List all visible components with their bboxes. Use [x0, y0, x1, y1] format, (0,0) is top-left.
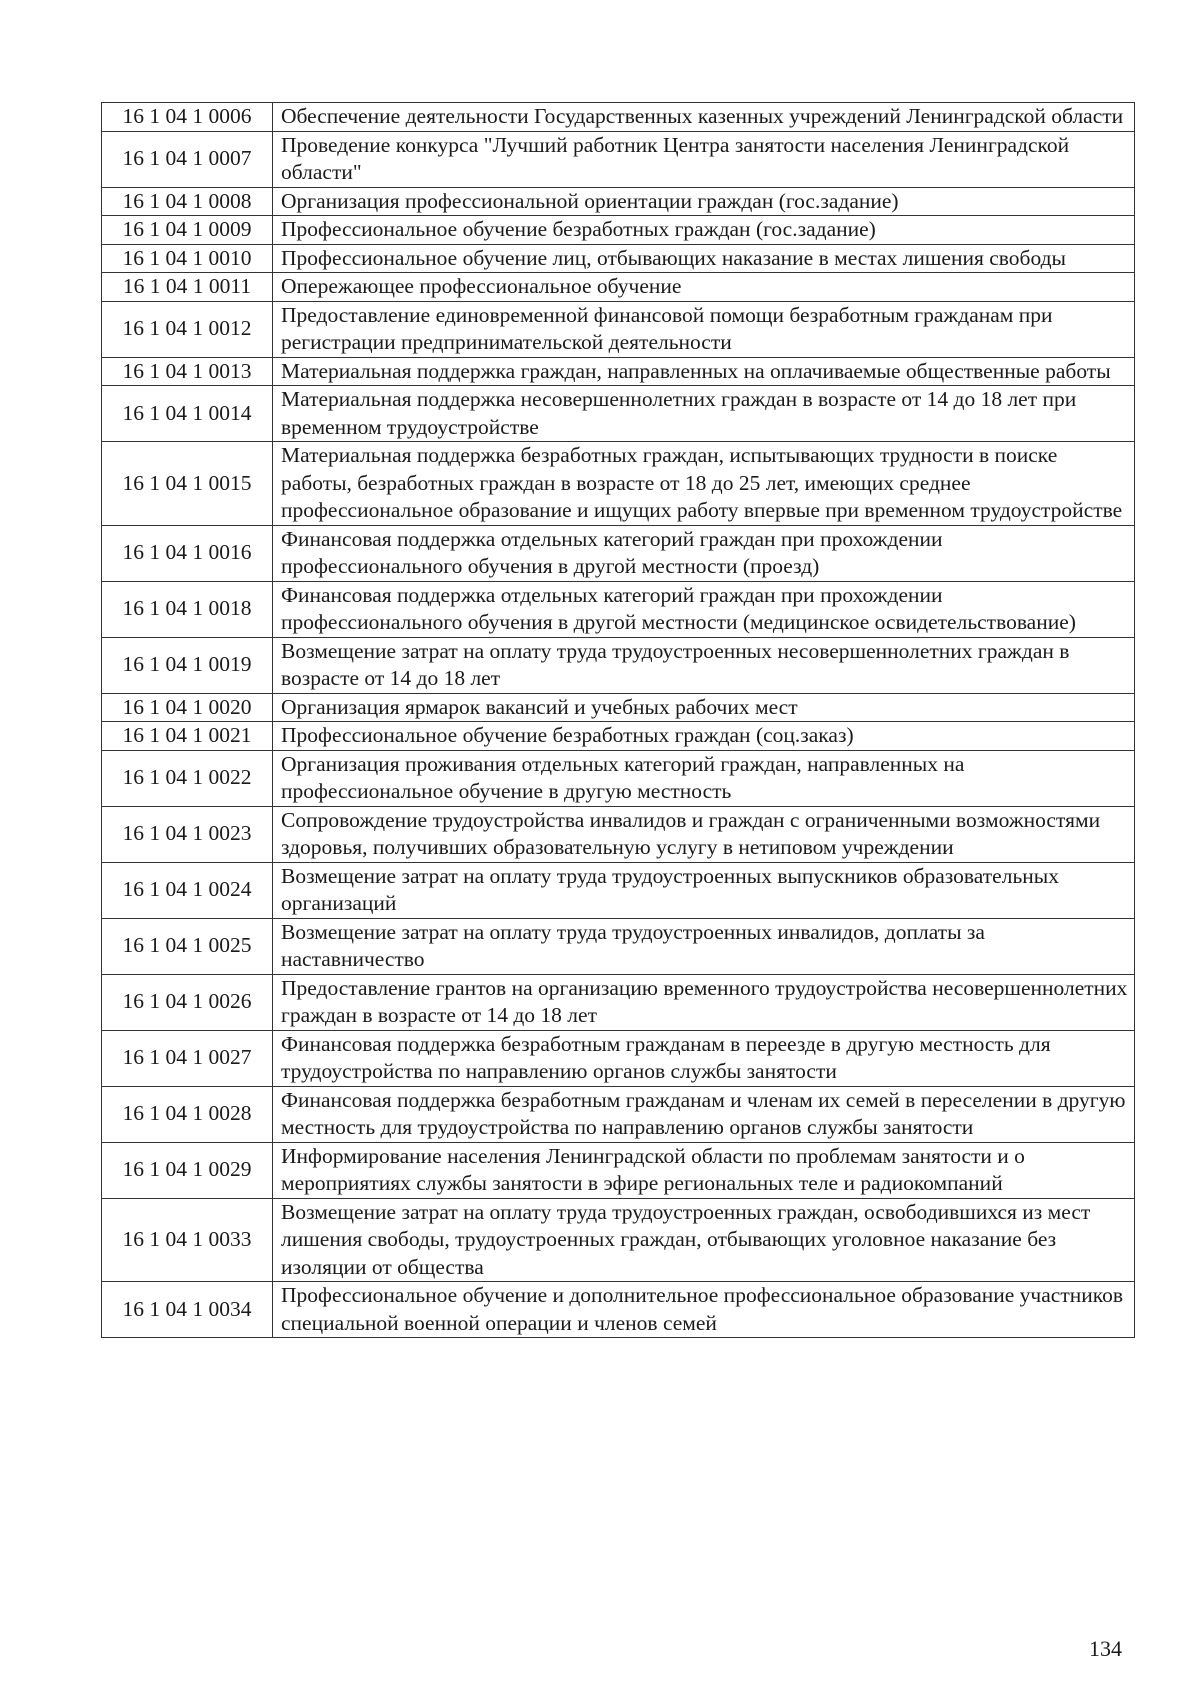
table-row: [102, 806, 1135, 862]
budget-code-cell: 16 1 04 1 0018: [102, 581, 273, 637]
table-row: [102, 216, 1135, 245]
expense-description-cell: Проведение конкурса "Лучший работник Центра занятости населения Ленинградской области": [273, 131, 1135, 187]
budget-code-cell: 16 1 04 1 0006: [102, 103, 273, 132]
expense-description-cell: Предоставление грантов на организацию временного трудоустройства несовершеннолетних граждан в возрасте от 14 до 18 лет: [273, 974, 1135, 1030]
expense-description-cell: Профессиональное обучение лиц, отбывающих наказание в местах лишения свободы: [273, 244, 1135, 273]
expense-description-cell: Материальная поддержка граждан, направленных на оплачиваемые общественные работы: [273, 357, 1135, 386]
expense-description-cell: Сопровождение трудоустройства инвалидов и граждан с ограниченными возможностями здоровья, получивших образовательную услугу в нетиповом учреждении: [273, 806, 1135, 862]
budget-code-cell: 16 1 04 1 0028: [102, 1086, 273, 1142]
expense-description-cell: Возмещение затрат на оплату труда трудоустроенных несовершеннолетних граждан в возрасте от 14 до 18 лет: [273, 637, 1135, 693]
table-row: [102, 301, 1135, 357]
budget-code-cell: 16 1 04 1 0023: [102, 806, 273, 862]
table-row: [102, 974, 1135, 1030]
expense-description-cell: Материальная поддержка безработных граждан, испытывающих трудности в поиске работы, безработных граждан в возрасте от 18 до 25 лет, имеющих среднее профессиональное образование и ищущих работу впервые при временном трудоустройстве: [273, 442, 1135, 526]
budget-code-cell: 16 1 04 1 0029: [102, 1142, 273, 1198]
budget-code-cell: 16 1 04 1 0014: [102, 386, 273, 442]
table-row: [102, 750, 1135, 806]
page-number: 134: [1089, 1636, 1122, 1661]
expense-description-cell: Предоставление единовременной финансовой помощи безработным гражданам при регистрации предпринимательской деятельности: [273, 301, 1135, 357]
budget-code-cell: 16 1 04 1 0024: [102, 862, 273, 918]
table-row: [102, 273, 1135, 302]
expense-description-cell: Возмещение затрат на оплату труда трудоустроенных граждан, освободившихся из мест лишения свободы, трудоустроенных граждан, отбывающих уголовное наказание без изоляции от общества: [273, 1198, 1135, 1282]
table-row: [102, 693, 1135, 722]
budget-code-cell: 16 1 04 1 0013: [102, 357, 273, 386]
budget-code-cell: 16 1 04 1 0025: [102, 918, 273, 974]
table-row: [102, 357, 1135, 386]
expense-description-cell: Профессиональное обучение безработных граждан (соц.заказ): [273, 722, 1135, 751]
expense-description-cell: Организация проживания отдельных категорий граждан, направленных на профессиональное обучение в другую местность: [273, 750, 1135, 806]
budget-code-cell: 16 1 04 1 0027: [102, 1030, 273, 1086]
table-row: [102, 131, 1135, 187]
budget-code-cell: 16 1 04 1 0007: [102, 131, 273, 187]
budget-code-cell: 16 1 04 1 0008: [102, 187, 273, 216]
expense-description-cell: Возмещение затрат на оплату труда трудоустроенных инвалидов, доплаты за наставничество: [273, 918, 1135, 974]
budget-code-cell: 16 1 04 1 0009: [102, 216, 273, 245]
budget-code-cell: 16 1 04 1 0016: [102, 525, 273, 581]
expense-description-cell: Финансовая поддержка отдельных категорий граждан при прохождении профессионального обучения в другой местности (медицинское освидетельствование): [273, 581, 1135, 637]
budget-code-cell: 16 1 04 1 0011: [102, 273, 273, 302]
expense-description-cell: Обеспечение деятельности Государственных казенных учреждений Ленинградской области: [273, 103, 1135, 132]
budget-code-cell: 16 1 04 1 0020: [102, 693, 273, 722]
budget-code-cell: 16 1 04 1 0019: [102, 637, 273, 693]
expense-description-cell: Профессиональное обучение безработных граждан (гос.задание): [273, 216, 1135, 245]
table-row: [102, 442, 1135, 526]
expense-description-cell: Организация профессиональной ориентации граждан (гос.задание): [273, 187, 1135, 216]
budget-code-cell: 16 1 04 1 0033: [102, 1198, 273, 1282]
expense-description-cell: Информирование населения Ленинградской области по проблемам занятости и о мероприятиях службы занятости в эфире региональных теле и радиокомпаний: [273, 1142, 1135, 1198]
table-row: [102, 187, 1135, 216]
budget-code-cell: 16 1 04 1 0012: [102, 301, 273, 357]
table-row: [102, 103, 1135, 132]
expense-description-cell: Опережающее профессиональное обучение: [273, 273, 1135, 302]
table-row: [102, 918, 1135, 974]
table-body: [102, 103, 1135, 1338]
table-row: [102, 1282, 1135, 1338]
table-row: [102, 525, 1135, 581]
table-row: [102, 637, 1135, 693]
budget-code-table: [101, 102, 1135, 1338]
budget-code-cell: 16 1 04 1 0026: [102, 974, 273, 1030]
table-row: [102, 581, 1135, 637]
expense-description-cell: Финансовая поддержка безработным гражданам в переезде в другую местность для трудоустройства по направлению органов службы занятости: [273, 1030, 1135, 1086]
table-row: [102, 1198, 1135, 1282]
expense-description-cell: Финансовая поддержка безработным гражданам и членам их семей в переселении в другую местность для трудоустройства по направлению органов службы занятости: [273, 1086, 1135, 1142]
table-row: [102, 722, 1135, 751]
expense-description-cell: Организация ярмарок вакансий и учебных рабочих мест: [273, 693, 1135, 722]
table-row: [102, 244, 1135, 273]
expense-description-cell: Профессиональное обучение и дополнительное профессиональное образование участников специальной военной операции и членов семей: [273, 1282, 1135, 1338]
expense-description-cell: Финансовая поддержка отдельных категорий граждан при прохождении профессионального обучения в другой местности (проезд): [273, 525, 1135, 581]
table-row: [102, 386, 1135, 442]
table-row: [102, 1142, 1135, 1198]
expense-description-cell: Возмещение затрат на оплату труда трудоустроенных выпускников образовательных организаций: [273, 862, 1135, 918]
table-row: [102, 1086, 1135, 1142]
budget-code-cell: 16 1 04 1 0021: [102, 722, 273, 751]
table-row: [102, 862, 1135, 918]
budget-code-cell: 16 1 04 1 0015: [102, 442, 273, 526]
budget-code-cell: 16 1 04 1 0022: [102, 750, 273, 806]
table-row: [102, 1030, 1135, 1086]
expense-description-cell: Материальная поддержка несовершеннолетних граждан в возрасте от 14 до 18 лет при временном трудоустройстве: [273, 386, 1135, 442]
budget-code-cell: 16 1 04 1 0034: [102, 1282, 273, 1338]
budget-code-cell: 16 1 04 1 0010: [102, 244, 273, 273]
